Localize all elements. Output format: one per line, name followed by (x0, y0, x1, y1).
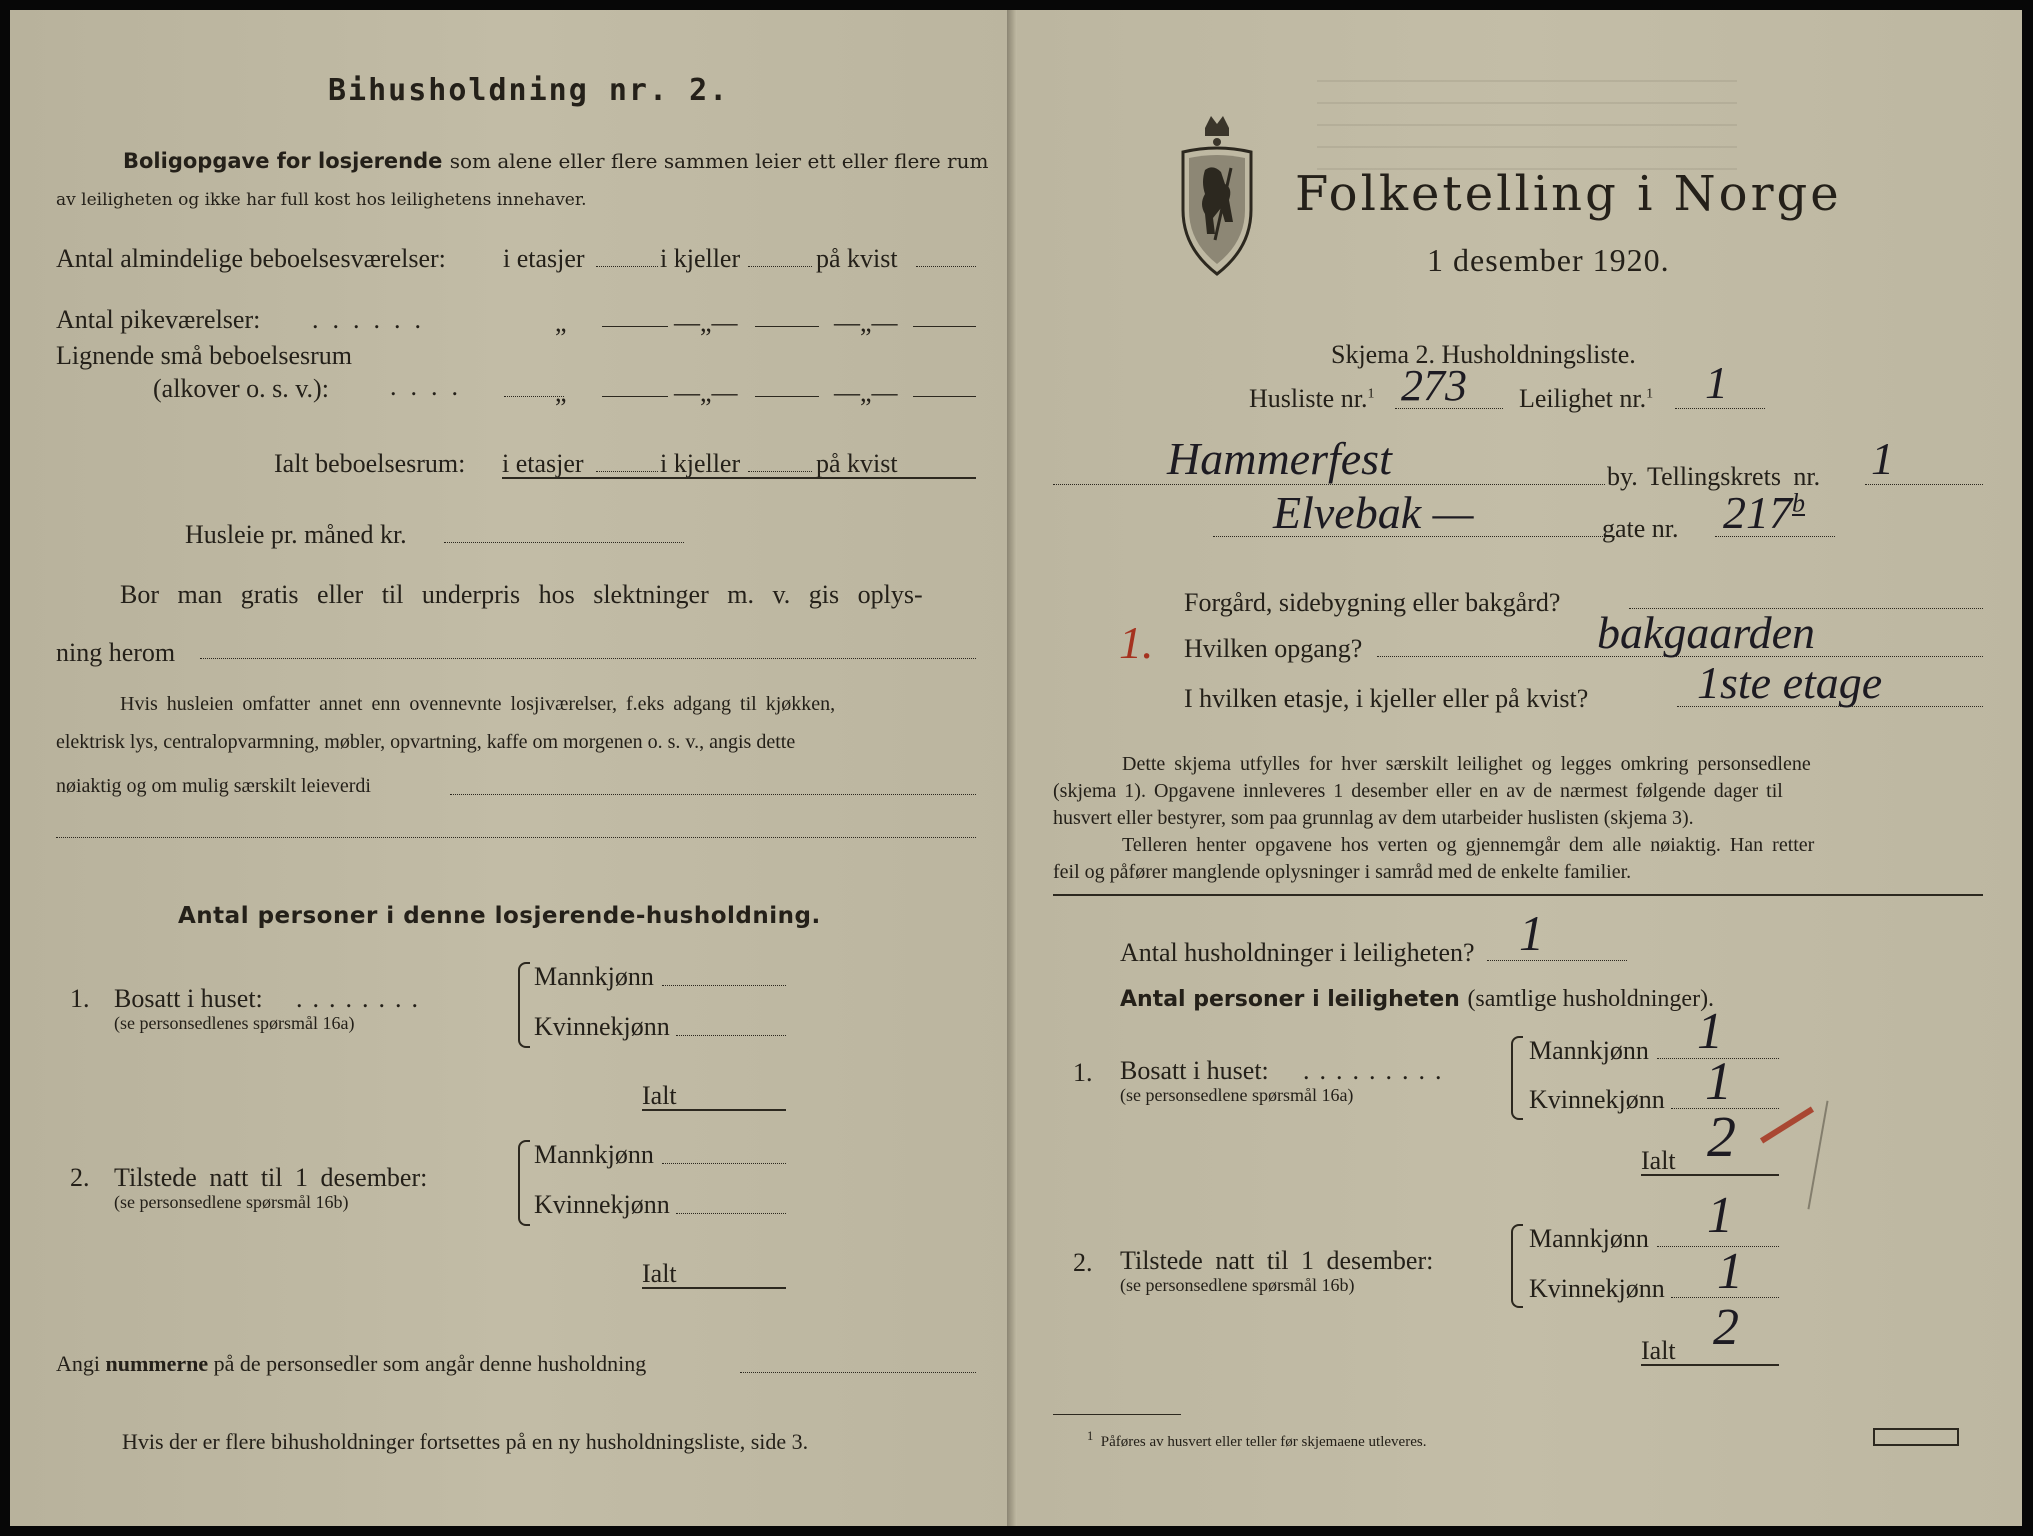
lignende-field-3 (913, 396, 976, 397)
instructions-line5: feil og påfører manglende oplysninger i samråd med de enkelte familier. (1053, 861, 1632, 883)
almindelige-label: Antal almindelige beboelsesværelser: (56, 244, 446, 273)
left-q2-kvinne-field (676, 1213, 786, 1214)
gratis-line2: ning herom (56, 638, 176, 667)
lignende-ditto-3: —„— (834, 378, 898, 407)
note-line3: nøiaktig og om mulig særskilt leieverdi (56, 775, 371, 797)
right-q2-kvinne-value: 1 (1717, 1243, 1743, 1300)
ialt-kjeller-field (748, 471, 812, 472)
left-q2-kvinne: Kvinnekjønn (534, 1190, 670, 1219)
right-q1-ialt-field (1641, 1174, 1779, 1176)
husholdninger-question: Antal husholdninger i leiligheten? (1120, 938, 1475, 967)
instructions-line3: husvert eller bestyrer, som paa grunnlag av dem utarbeider huslisten (skjema 3). (1053, 807, 1694, 829)
right-q2-sub: (se personsedlene spørsmål 16b) (1120, 1275, 1355, 1295)
left-q1-ialt: Ialt (642, 1081, 677, 1110)
pike-ditto-2: —„— (674, 308, 738, 337)
right-q1-dots: ......... (1303, 1056, 1452, 1085)
right-page (1017, 10, 2022, 1526)
note-field-2 (56, 837, 976, 838)
ialt-etasjer-field (596, 471, 658, 472)
angi-pre: Angi (56, 1351, 100, 1376)
leilighet-label-text: Leilighet nr. (1519, 384, 1647, 413)
lignende-ditto-1: „ (555, 378, 567, 407)
left-q2-ialt: Ialt (642, 1259, 677, 1288)
right-q1-brace (1511, 1036, 1523, 1120)
note-line2: elektrisk lys, centralopvarmning, møbler, opvartning, kaffe om morgenen o. s. v., angis dette (56, 731, 796, 753)
ialt-etasjer-label: i etasjer (502, 449, 584, 478)
almindelige-etasjer-label: i etasjer (503, 244, 585, 273)
ialt-underline (502, 477, 976, 479)
lignende-label-1: Lignende små beboelsesrum (56, 341, 353, 370)
lignende-field-2 (755, 396, 819, 397)
right-q1-mann: Mannkjønn (1529, 1036, 1649, 1065)
left-q2-sub: (se personsedlene spørsmål 16b) (114, 1192, 349, 1212)
left-q2-ialt-field (642, 1287, 786, 1289)
left-q1-num: 1. (70, 984, 90, 1013)
left-q1-mann: Mannkjønn (534, 962, 654, 991)
forgaard-question: Forgård, sidebygning eller bakgård? (1184, 588, 1561, 617)
angi-field (740, 1372, 976, 1373)
opgang-value: bakgaarden (1597, 607, 1816, 658)
right-persons-heading-bold: Antal personer i leiligheten (1120, 987, 1460, 1012)
almindelige-kjeller-label: i kjeller (660, 244, 741, 273)
pike-label: Antal pikeværelser: (56, 305, 261, 334)
instructions-line4: Telleren henter opgavene hos verten og gjennemgår dem alle nøiaktig. Han retter (1122, 834, 1815, 856)
angi-line (56, 1353, 646, 1375)
right-date: 1 desember 1920. (1427, 242, 1670, 278)
almindelige-kvist-field (916, 266, 976, 267)
red-check-mark (1760, 1107, 1814, 1144)
left-q1-mann-field (662, 985, 786, 986)
pencil-stroke (1807, 1101, 1828, 1210)
left-q2-mann: Mannkjønn (534, 1140, 654, 1169)
right-q1-label: Bosatt i huset: (1120, 1056, 1269, 1085)
husliste-footnote-mark: 1 (1367, 386, 1375, 402)
husholdninger-value: 1 (1519, 905, 1544, 961)
opgang-mark: 1. (1119, 617, 1154, 668)
pike-field-2 (755, 326, 819, 327)
left-q1-brace (518, 962, 530, 1048)
left-title: Bihusholdning nr. 2. (328, 73, 730, 108)
left-q1-ialt-field (642, 1109, 786, 1111)
gate-nr-number: 217 (1723, 487, 1792, 538)
tellingskrets-label: Tellingskrets nr. (1647, 462, 1821, 491)
husliste-label-text: Husliste nr. (1249, 384, 1368, 413)
note-line1: Hvis husleien omfatter annet enn ovennevnte losjiværelser, f.eks adgang til kjøkken, (120, 693, 836, 715)
gratis-field (200, 658, 976, 659)
right-persons-heading (1120, 986, 1714, 1011)
right-q2-ialt: Ialt (1641, 1336, 1676, 1365)
right-q1-num: 1. (1073, 1058, 1093, 1087)
ialt-beboelsesrum-label: Ialt beboelsesrum: (274, 449, 466, 478)
lignende-field-1 (602, 396, 668, 397)
right-q2-label: Tilstede natt til 1 desember: (1120, 1246, 1434, 1275)
gate-value: Elvebak — (1273, 487, 1474, 538)
intro-bold: Boligopgave for losjerende (123, 149, 443, 173)
leilighet-footnote-mark: 1 (1646, 386, 1654, 402)
leilighet-value: 1 (1705, 357, 1728, 408)
skjema-line: Skjema 2. Husholdningsliste. (1331, 340, 1636, 369)
right-q1-kvinne: Kvinnekjønn (1529, 1085, 1665, 1114)
husliste-label (1249, 386, 1374, 412)
by-field (1053, 484, 1605, 485)
etasje-value: 1ste etage (1697, 657, 1883, 708)
right-q2-ialt-field (1641, 1364, 1779, 1366)
gratis-line1: Bor man gratis eller til underpris hos slektninger m. v. gis oplys- (120, 580, 923, 609)
angi-bold: nummerne (105, 1351, 209, 1376)
lignende-label-2: (alkover o. s. v.): (153, 374, 329, 403)
footnote-mark: 1 (1087, 1429, 1094, 1443)
left-intro-line1 (123, 150, 988, 173)
pike-field-1 (602, 326, 668, 327)
right-title: Folketelling i Norge (1295, 166, 1842, 222)
by-label: by. (1607, 462, 1638, 491)
gate-nr-value (1723, 487, 1805, 538)
lignende-ditto-2: —„— (674, 378, 738, 407)
pike-ditto-3: —„— (834, 308, 898, 337)
right-q2-brace (1511, 1224, 1523, 1308)
etasje-question: I hvilken etasje, i kjeller eller på kvist? (1184, 684, 1589, 713)
right-q1-ialt: Ialt (1641, 1146, 1676, 1175)
husholdninger-field (1487, 960, 1627, 961)
instructions-line1: Dette skjema utfylles for hver særskilt leilighet og legges omkring personsedlene (1122, 753, 1811, 775)
instructions-rule (1053, 894, 1983, 896)
husliste-value: 273 (1401, 361, 1467, 410)
note-field (450, 794, 976, 795)
angi-post: på de personsedler som angår denne husholdning (213, 1351, 647, 1376)
left-q2-num: 2. (70, 1163, 90, 1192)
leilighet-field (1675, 408, 1765, 409)
tellingskrets-field (1865, 484, 1983, 485)
lignende-dots: .... (390, 372, 472, 401)
right-persons-heading-rest: (samtlige husholdninger). (1467, 986, 1715, 1012)
opgang-question: Hvilken opgang? (1184, 634, 1363, 663)
tellingskrets-value: 1 (1871, 433, 1894, 484)
footnote (1087, 1430, 1426, 1450)
printer-stamp (1873, 1428, 1959, 1446)
left-q1-kvinne: Kvinnekjønn (534, 1012, 670, 1041)
gate-label: gate nr. (1602, 514, 1679, 543)
almindelige-kvist-label: på kvist (816, 244, 898, 273)
ialt-kjeller-label: i kjeller (660, 449, 741, 478)
husleie-label: Husleie pr. måned kr. (185, 520, 407, 549)
left-persons-heading: Antal personer i denne losjerende-husholdning. (178, 903, 821, 929)
left-q1-label: Bosatt i huset: (114, 984, 263, 1013)
intro-rest: som alene eller flere sammen leier ett eller flere rum (449, 149, 989, 173)
ialt-kvist-label: på kvist (816, 449, 898, 478)
pike-dots: ...... (312, 305, 435, 334)
left-page (10, 10, 1016, 1526)
right-q2-kvinne: Kvinnekjønn (1529, 1274, 1665, 1303)
right-q2-ialt-value: 2 (1713, 1299, 1739, 1356)
right-q1-kvinne-value: 1 (1705, 1051, 1732, 1111)
right-q1-ialt-value: 2 (1707, 1104, 1736, 1169)
almindelige-etasjer-field (596, 266, 658, 267)
right-q1-sub: (se personsedlene spørsmål 16a) (1120, 1085, 1354, 1105)
right-q2-num: 2. (1073, 1248, 1093, 1277)
left-q1-sub: (se personsedlenes spørsmål 16a) (114, 1013, 355, 1033)
left-intro-line2: av leiligheten og ikke har full kost hos leilighetens innehaver. (56, 190, 587, 210)
left-footer: Hvis der er flere bihusholdninger fortsettes på en ny husholdningsliste, side 3. (122, 1429, 809, 1454)
left-q2-mann-field (662, 1163, 786, 1164)
left-q2-brace (518, 1140, 530, 1226)
right-q1-mann-value: 1 (1697, 1003, 1723, 1060)
show-through (1317, 80, 1737, 170)
left-q1-dots: ........ (296, 984, 428, 1013)
pike-field-3 (913, 326, 976, 327)
gate-nr-suffix: b (1792, 488, 1805, 518)
husleie-field (444, 542, 684, 543)
leilighet-label (1519, 386, 1653, 412)
left-q2-label: Tilstede natt til 1 desember: (114, 1163, 428, 1192)
left-q1-kvinne-field (676, 1035, 786, 1036)
pike-ditto-1: „ (555, 308, 567, 337)
footnote-text: Påføres av husvert eller teller før skjemaene utleveres. (1100, 1434, 1427, 1450)
right-q2-mann-value: 1 (1707, 1187, 1733, 1244)
by-value: Hammerfest (1167, 433, 1392, 484)
norway-coat-of-arms-icon (1175, 110, 1259, 280)
footnote-rule (1053, 1414, 1181, 1415)
almindelige-kjeller-field (748, 266, 812, 267)
right-q2-mann: Mannkjønn (1529, 1224, 1649, 1253)
instructions-line2: (skjema 1). Opgavene innleveres 1 desember eller en av de nærmest følgende dager til (1053, 780, 1783, 802)
